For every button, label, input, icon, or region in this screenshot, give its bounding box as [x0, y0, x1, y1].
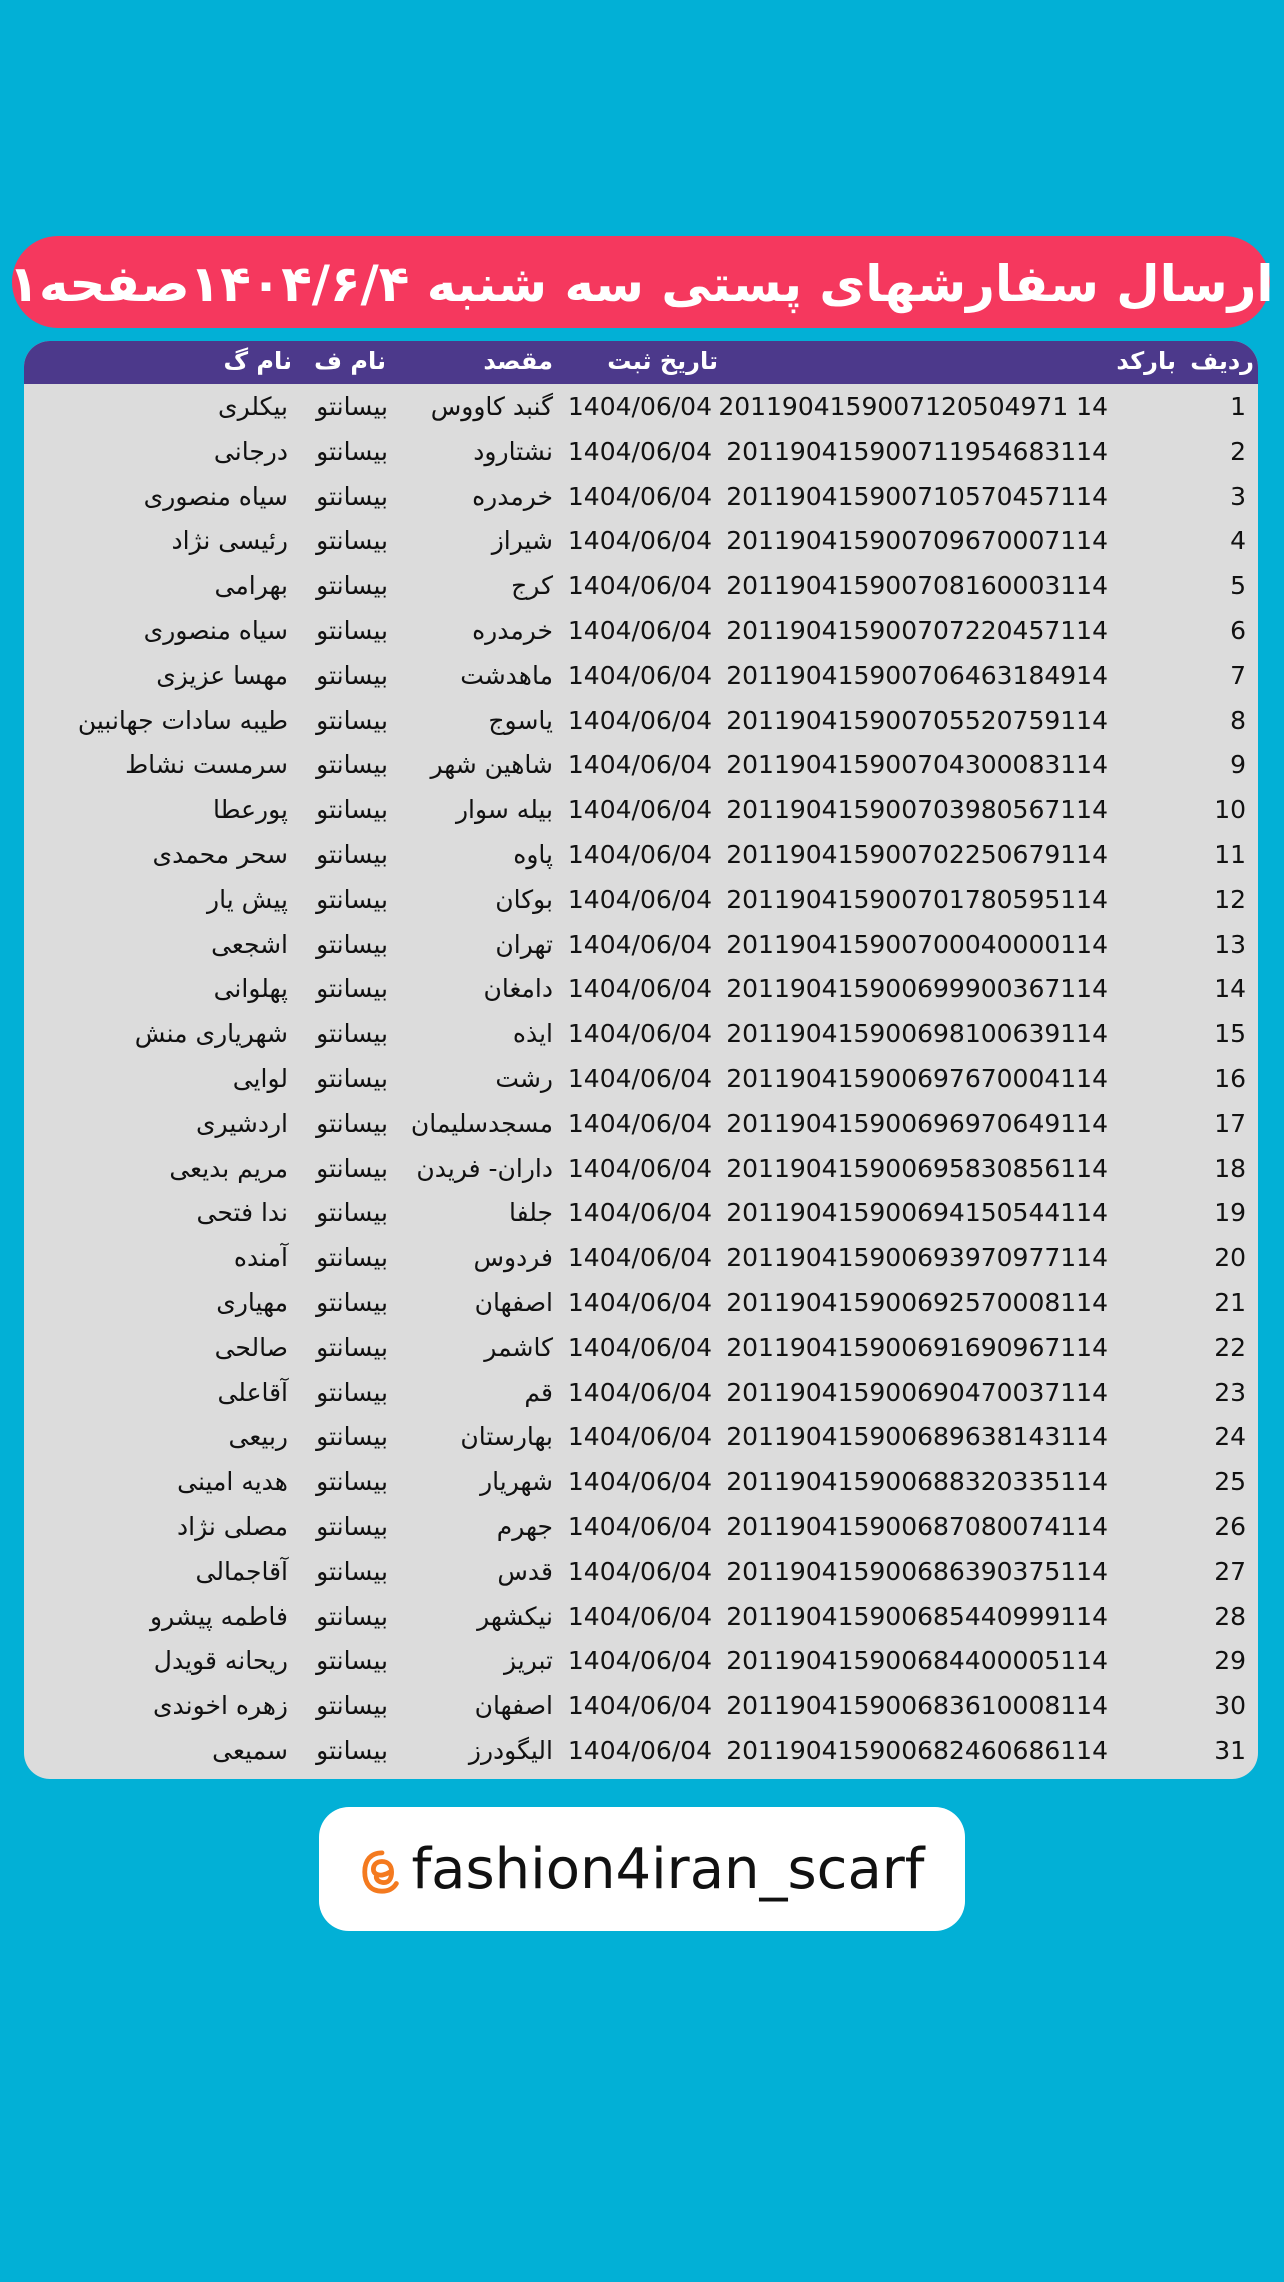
row-barcode: 201190415900687080074114	[726, 1511, 1108, 1541]
row-destination: مسجدسلیمان	[410, 1108, 553, 1138]
row-last-name: پورعطا	[213, 795, 288, 825]
header-first-name: نام ف	[314, 347, 386, 375]
row-last-name: مهسا عزیزی	[156, 660, 288, 690]
row-date: 1404/06/04	[567, 481, 712, 511]
row-date: 1404/06/04	[567, 1377, 712, 1407]
row-last-name: درجانی	[213, 436, 288, 466]
header-barcode: بارکد	[1116, 347, 1176, 375]
title-banner	[8, 236, 1274, 328]
row-index: 4	[1230, 526, 1246, 556]
row-date: 1404/06/04	[567, 615, 712, 645]
row-last-name: ربیعی	[228, 1422, 288, 1452]
row-destination: اصفهان	[474, 1691, 553, 1721]
table-row	[24, 698, 1258, 743]
row-last-name: پهلوانی	[213, 974, 288, 1004]
row-index: 28	[1214, 1601, 1246, 1631]
row-last-name: ندا فتحی	[196, 1198, 288, 1228]
row-index: 10	[1214, 795, 1246, 825]
row-barcode: 201190415900691690967114	[726, 1332, 1108, 1362]
table-row	[24, 966, 1258, 1011]
row-index: 25	[1214, 1467, 1246, 1497]
row-barcode: 201190415900702250679114	[726, 839, 1108, 869]
row-first-name: بیسانتو	[316, 526, 388, 556]
table-row	[24, 1414, 1258, 1459]
table-row	[24, 1190, 1258, 1235]
row-destination: تبریز	[503, 1646, 553, 1676]
row-index: 3	[1230, 481, 1246, 511]
row-last-name: مهیاری	[216, 1287, 288, 1317]
table-row	[24, 518, 1258, 563]
row-date: 1404/06/04	[567, 705, 712, 735]
row-first-name: بیسانتو	[316, 1601, 388, 1631]
row-first-name: بیسانتو	[316, 705, 388, 735]
row-date: 1404/06/04	[567, 1511, 712, 1541]
table-row	[24, 1011, 1258, 1056]
row-index: 2	[1230, 436, 1246, 466]
row-last-name: مریم بدیعی	[169, 1153, 288, 1183]
row-barcode: 201190415900693970977114	[726, 1243, 1108, 1273]
row-destination: دامغان	[483, 974, 553, 1004]
row-barcode: 201190415900684400005114	[726, 1646, 1108, 1676]
row-index: 27	[1214, 1556, 1246, 1586]
row-last-name: سحر محمدی	[152, 839, 288, 869]
row-date: 1404/06/04	[567, 436, 712, 466]
row-barcode: 201190415900685440999114	[726, 1601, 1108, 1631]
row-first-name: بیسانتو	[316, 1422, 388, 1452]
table-row	[24, 608, 1258, 653]
row-barcode: 201190415900694150544114	[726, 1198, 1108, 1228]
row-index: 29	[1214, 1646, 1246, 1676]
social-handle: fashion4iran_scarf	[411, 1836, 925, 1902]
table-row	[24, 653, 1258, 698]
row-first-name: بیسانتو	[316, 839, 388, 869]
row-date: 1404/06/04	[567, 1108, 712, 1138]
orders-table	[24, 341, 1258, 1779]
row-index: 24	[1214, 1422, 1246, 1452]
row-first-name: بیسانتو	[316, 1108, 388, 1138]
row-destination: کاشمر	[484, 1332, 553, 1362]
row-last-name: سرمست نشاط	[125, 750, 288, 780]
row-date: 1404/06/04	[567, 1019, 712, 1049]
row-last-name: پیش یار	[207, 884, 288, 914]
row-first-name: بیسانتو	[316, 1153, 388, 1183]
row-first-name: بیسانتو	[316, 571, 388, 601]
row-destination: شیراز	[491, 526, 553, 556]
row-index: 7	[1230, 660, 1246, 690]
social-handle-badge	[319, 1807, 965, 1931]
table-row	[24, 1146, 1258, 1191]
row-date: 1404/06/04	[567, 392, 712, 421]
table-row	[24, 1728, 1258, 1773]
row-destination: داران- فریدن	[416, 1153, 553, 1183]
row-last-name: رئیسی نژاد	[171, 526, 288, 556]
row-index: 20	[1214, 1243, 1246, 1273]
threads-icon	[359, 1849, 405, 1895]
row-last-name: اردشیری	[195, 1108, 288, 1138]
row-last-name: سیاه منصوری	[143, 481, 288, 511]
row-destination: قم	[524, 1377, 553, 1407]
row-last-name: اشجعی	[211, 929, 288, 959]
table-row	[24, 1683, 1258, 1728]
row-date: 1404/06/04	[567, 929, 712, 959]
row-first-name: بیسانتو	[316, 1735, 388, 1765]
row-destination: کرج	[511, 571, 553, 601]
row-last-name: فاطمه پیشرو	[150, 1601, 288, 1631]
table-row	[24, 1638, 1258, 1683]
row-destination: گنبد کاووس	[430, 392, 553, 421]
table-row	[24, 1280, 1258, 1325]
row-barcode: 201190415900709670007114	[726, 526, 1108, 556]
table-row	[24, 1101, 1258, 1146]
row-destination: پاوه	[513, 839, 553, 869]
row-date: 1404/06/04	[567, 571, 712, 601]
row-index: 23	[1214, 1377, 1246, 1407]
table-row	[24, 1504, 1258, 1549]
row-first-name: بیسانتو	[316, 795, 388, 825]
row-date: 1404/06/04	[567, 974, 712, 1004]
row-last-name: بهرامی	[214, 571, 288, 601]
row-last-name: صالحی	[214, 1332, 288, 1362]
row-index: 13	[1214, 929, 1246, 959]
table-row	[24, 1370, 1258, 1415]
row-first-name: بیسانتو	[316, 1063, 388, 1093]
row-barcode: 201190415900701780595114	[726, 884, 1108, 914]
row-last-name: هدیه امینی	[177, 1467, 288, 1497]
row-date: 1404/06/04	[567, 526, 712, 556]
row-index: 22	[1214, 1332, 1246, 1362]
table-row	[24, 474, 1258, 519]
table-row	[24, 742, 1258, 787]
table-row	[24, 563, 1258, 608]
row-first-name: بیسانتو	[316, 884, 388, 914]
row-barcode: 201190415900690470037114	[726, 1377, 1108, 1407]
row-barcode: 201190415900695830856114	[726, 1153, 1108, 1183]
row-destination: رشت	[495, 1063, 553, 1093]
row-date: 1404/06/04	[567, 795, 712, 825]
row-barcode: 201190415900688320335114	[726, 1467, 1108, 1497]
row-destination: نیکشهر	[477, 1601, 553, 1631]
row-first-name: بیسانتو	[316, 436, 388, 466]
table-row	[24, 1594, 1258, 1639]
row-destination: ماهدشت	[460, 660, 553, 690]
row-first-name: بیسانتو	[316, 1691, 388, 1721]
table-row	[24, 1325, 1258, 1370]
row-first-name: بیسانتو	[316, 750, 388, 780]
row-last-name: لوایی	[232, 1063, 288, 1093]
row-destination: خرمدره	[472, 481, 553, 511]
row-first-name: بیسانتو	[316, 1243, 388, 1273]
row-date: 1404/06/04	[567, 1556, 712, 1586]
table-row	[24, 1549, 1258, 1594]
row-barcode: 201190415900697670004114	[726, 1063, 1108, 1093]
row-first-name: بیسانتو	[316, 1332, 388, 1362]
row-last-name: آمنده	[233, 1243, 288, 1273]
row-last-name: ریحانه قویدل	[153, 1646, 288, 1676]
row-barcode: 2011904159007120504971 14	[718, 392, 1108, 421]
row-destination: یاسوج	[488, 705, 553, 735]
row-destination: بیله سوار	[455, 795, 553, 825]
table-row	[24, 1056, 1258, 1101]
row-date: 1404/06/04	[567, 1601, 712, 1631]
row-index: 18	[1214, 1153, 1246, 1183]
row-index: 8	[1230, 705, 1246, 735]
row-destination: فردوس	[473, 1243, 553, 1273]
table-row	[24, 877, 1258, 922]
row-barcode: 201190415900705520759114	[726, 705, 1108, 735]
row-barcode: 201190415900704300083114	[726, 750, 1108, 780]
row-first-name: بیسانتو	[316, 974, 388, 1004]
row-last-name: سمیعی	[212, 1735, 288, 1765]
row-destination: شهریار	[480, 1467, 553, 1497]
row-date: 1404/06/04	[567, 1063, 712, 1093]
row-index: 16	[1214, 1063, 1246, 1093]
row-first-name: بیسانتو	[316, 1467, 388, 1497]
row-barcode: 201190415900689638143114	[726, 1422, 1108, 1452]
row-barcode: 201190415900686390375114	[726, 1556, 1108, 1586]
header-destination: مقصد	[483, 347, 553, 375]
row-first-name: بیسانتو	[316, 481, 388, 511]
row-date: 1404/06/04	[567, 839, 712, 869]
row-first-name: بیسانتو	[316, 1646, 388, 1676]
row-index: 5	[1230, 571, 1246, 601]
row-first-name: بیسانتو	[316, 1287, 388, 1317]
row-date: 1404/06/04	[567, 1153, 712, 1183]
row-index: 21	[1214, 1287, 1246, 1317]
row-index: 31	[1214, 1735, 1246, 1765]
table-row	[24, 832, 1258, 877]
header-date: تاریخ ثبت	[607, 347, 718, 375]
row-barcode: 201190415900683610008114	[726, 1691, 1108, 1721]
row-date: 1404/06/04	[567, 1332, 712, 1362]
row-destination: ایذه	[512, 1019, 553, 1049]
row-date: 1404/06/04	[567, 1735, 712, 1765]
row-destination: بوکان	[495, 884, 553, 914]
row-index: 17	[1214, 1108, 1246, 1138]
row-index: 1	[1230, 392, 1246, 421]
row-index: 26	[1214, 1511, 1246, 1541]
row-date: 1404/06/04	[567, 660, 712, 690]
page-title: ارسال سفارشهای پستی سه شنبه ۱۴۰۴/۶/۴صفحه۱	[8, 255, 1274, 313]
row-last-name: بیکلری	[218, 392, 288, 421]
row-index: 14	[1214, 974, 1246, 1004]
row-first-name: بیسانتو	[316, 392, 388, 421]
row-index: 12	[1214, 884, 1246, 914]
table-header	[24, 341, 1258, 384]
row-destination: اصفهان	[474, 1287, 553, 1317]
row-date: 1404/06/04	[567, 1287, 712, 1317]
row-first-name: بیسانتو	[316, 929, 388, 959]
header-index: ردیف	[1190, 347, 1254, 375]
row-barcode: 201190415900692570008114	[726, 1287, 1108, 1317]
table-body	[24, 384, 1258, 1773]
row-barcode: 201190415900698100639114	[726, 1019, 1108, 1049]
row-last-name: آقاعلی	[217, 1377, 288, 1407]
row-index: 6	[1230, 615, 1246, 645]
row-barcode: 201190415900707220457114	[726, 615, 1108, 645]
row-destination: شاهین شهر	[430, 750, 553, 780]
row-destination: نشتارود	[473, 436, 553, 466]
row-destination: بهارستان	[460, 1422, 553, 1452]
row-barcode: 201190415900706463184914	[726, 660, 1108, 690]
row-first-name: بیسانتو	[316, 615, 388, 645]
row-index: 30	[1214, 1691, 1246, 1721]
row-destination: جهرم	[496, 1511, 553, 1541]
row-first-name: بیسانتو	[316, 1556, 388, 1586]
row-destination: جلفا	[509, 1198, 553, 1228]
row-destination: تهران	[495, 929, 553, 959]
header-last-name: نام گ	[223, 347, 292, 375]
row-date: 1404/06/04	[567, 1467, 712, 1497]
row-date: 1404/06/04	[567, 1691, 712, 1721]
row-last-name: مصلی نژاد	[177, 1511, 288, 1541]
row-barcode: 201190415900711954683114	[726, 436, 1108, 466]
row-barcode: 201190415900682460686114	[726, 1735, 1108, 1765]
table-row	[24, 1459, 1258, 1504]
table-row	[24, 922, 1258, 967]
row-date: 1404/06/04	[567, 750, 712, 780]
row-index: 9	[1230, 750, 1246, 780]
row-barcode: 201190415900699900367114	[726, 974, 1108, 1004]
row-barcode: 201190415900696970649114	[726, 1108, 1108, 1138]
row-last-name: طیبه سادات جهانبین	[77, 705, 288, 735]
table-row	[24, 1235, 1258, 1280]
table-row	[24, 384, 1258, 429]
row-first-name: بیسانتو	[316, 1511, 388, 1541]
row-first-name: بیسانتو	[316, 1198, 388, 1228]
row-date: 1404/06/04	[567, 1646, 712, 1676]
row-index: 15	[1214, 1019, 1246, 1049]
table-row	[24, 429, 1258, 474]
row-first-name: بیسانتو	[316, 1377, 388, 1407]
row-last-name: زهره اخوندی	[152, 1691, 288, 1721]
row-date: 1404/06/04	[567, 1422, 712, 1452]
row-last-name: شهریاری منش	[134, 1019, 288, 1049]
row-last-name: سیاه منصوری	[143, 615, 288, 645]
row-last-name: آقاجمالی	[195, 1556, 288, 1586]
row-index: 11	[1214, 839, 1246, 869]
row-date: 1404/06/04	[567, 884, 712, 914]
row-barcode: 201190415900703980567114	[726, 795, 1108, 825]
table-row	[24, 787, 1258, 832]
row-index: 19	[1214, 1198, 1246, 1228]
row-destination: الیگودرز	[468, 1735, 553, 1765]
row-barcode: 201190415900708160003114	[726, 571, 1108, 601]
row-first-name: بیسانتو	[316, 660, 388, 690]
row-first-name: بیسانتو	[316, 1019, 388, 1049]
row-barcode: 201190415900700040000114	[726, 929, 1108, 959]
row-destination: خرمدره	[472, 615, 553, 645]
row-destination: قدس	[497, 1556, 553, 1586]
row-barcode: 201190415900710570457114	[726, 481, 1108, 511]
row-date: 1404/06/04	[567, 1198, 712, 1228]
row-date: 1404/06/04	[567, 1243, 712, 1273]
